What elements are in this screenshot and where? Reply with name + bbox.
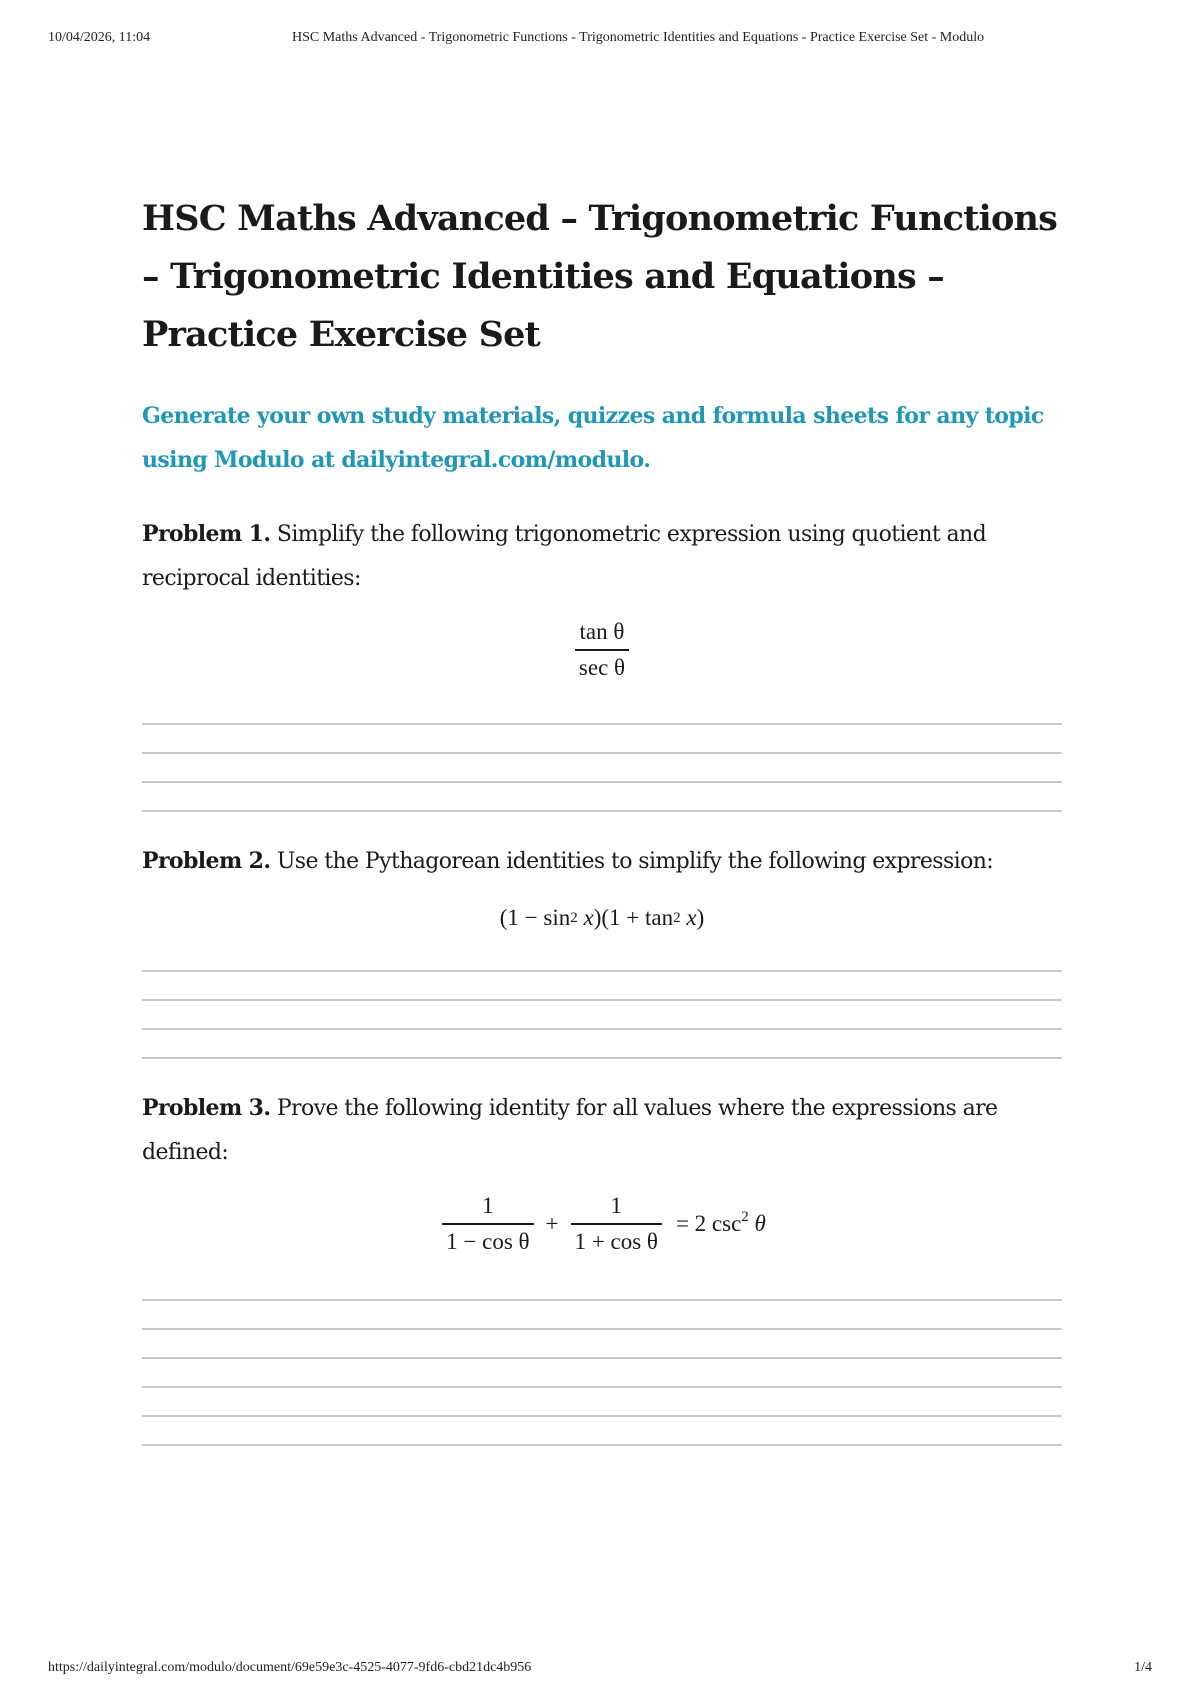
answer-line bbox=[142, 999, 1062, 1001]
denominator: sec θ bbox=[575, 649, 629, 683]
answer-line bbox=[142, 1028, 1062, 1030]
formula-part: (1 − sin bbox=[499, 905, 571, 930]
fraction bbox=[442, 1191, 533, 1257]
promo-text: Generate your own study materials, quizzes and formula sheets for any topic using Modulo at dailyintegral.com/modulo. bbox=[142, 403, 1044, 473]
answer-line bbox=[142, 1357, 1062, 1359]
answer-line bbox=[142, 1328, 1062, 1330]
print-header bbox=[0, 30, 1200, 50]
fraction bbox=[571, 1191, 662, 1257]
print-url: https://dailyintegral.com/modulo/document/69e59e3c-4525-4077-9fd6-cbd21dc4b956 bbox=[48, 1660, 532, 1675]
answer-line bbox=[142, 970, 1062, 972]
problem-3-text: Prove the following identity for all values where the expressions are defined: bbox=[142, 1096, 998, 1165]
fraction bbox=[575, 617, 629, 683]
answer-lines bbox=[142, 1299, 1062, 1446]
print-footer bbox=[0, 1660, 1200, 1680]
variable: x bbox=[583, 905, 594, 930]
numerator: 1 bbox=[482, 1193, 494, 1218]
exponent: 2 bbox=[741, 1209, 749, 1225]
answer-line bbox=[142, 1415, 1062, 1417]
answer-line bbox=[142, 781, 1062, 783]
problem-2-label: Problem 2. bbox=[142, 848, 271, 874]
answer-lines bbox=[142, 723, 1062, 812]
numerator: 1 bbox=[610, 1193, 622, 1218]
print-datetime: 10/04/2026, 11:04 bbox=[48, 30, 151, 45]
problem-1-label: Problem 1. bbox=[142, 521, 271, 547]
formula-part: ) bbox=[696, 905, 705, 930]
denominator: 1 − cos θ bbox=[442, 1223, 533, 1257]
problem-2 bbox=[142, 839, 1062, 1059]
answer-line bbox=[142, 752, 1062, 754]
page-number: 1/4 bbox=[1134, 1660, 1152, 1675]
denominator: 1 + cos θ bbox=[571, 1223, 662, 1257]
formula-rhs bbox=[676, 1211, 766, 1237]
answer-line bbox=[142, 1299, 1062, 1301]
problem-1-formula bbox=[142, 615, 1062, 685]
problem-1-text: Simplify the following trigonometric expression using quotient and reciprocal identities: bbox=[142, 522, 987, 591]
numerator: tan θ bbox=[579, 619, 625, 644]
problem-1-statement bbox=[142, 512, 1062, 601]
answer-line bbox=[142, 1444, 1062, 1446]
answer-line bbox=[142, 1386, 1062, 1388]
problem-3-statement bbox=[142, 1086, 1062, 1175]
problem-2-statement bbox=[142, 839, 1062, 884]
variable: θ bbox=[754, 1211, 766, 1236]
print-document-title: HSC Maths Advanced - Trigonometric Functions - Trigonometric Identities and Equations - Practice Exercise Set - Modulo bbox=[292, 30, 985, 45]
problem-2-formula: (1 − sin 2 x )(1 + tan 2 x ) bbox=[499, 905, 705, 930]
problem-3-formula bbox=[142, 1189, 1062, 1259]
problem-1 bbox=[142, 512, 1062, 812]
variable: x bbox=[686, 905, 697, 930]
problem-2-text: Use the Pythagorean identities to simplify the following expression: bbox=[276, 849, 994, 874]
formula-part: )(1 + tan bbox=[593, 905, 674, 930]
plus-sign: + bbox=[545, 1211, 559, 1236]
page-title: HSC Maths Advanced – Trigonometric Functions – Trigonometric Identities and Equations – Practice Exercise Set bbox=[142, 198, 1058, 355]
document-content bbox=[142, 190, 1062, 1473]
problem-3-label: Problem 3. bbox=[142, 1095, 271, 1121]
answer-line bbox=[142, 1057, 1062, 1059]
answer-line bbox=[142, 810, 1062, 812]
formula-part: = 2 csc bbox=[675, 1211, 742, 1236]
answer-line bbox=[142, 723, 1062, 725]
answer-lines bbox=[142, 970, 1062, 1059]
problem-3 bbox=[142, 1086, 1062, 1446]
